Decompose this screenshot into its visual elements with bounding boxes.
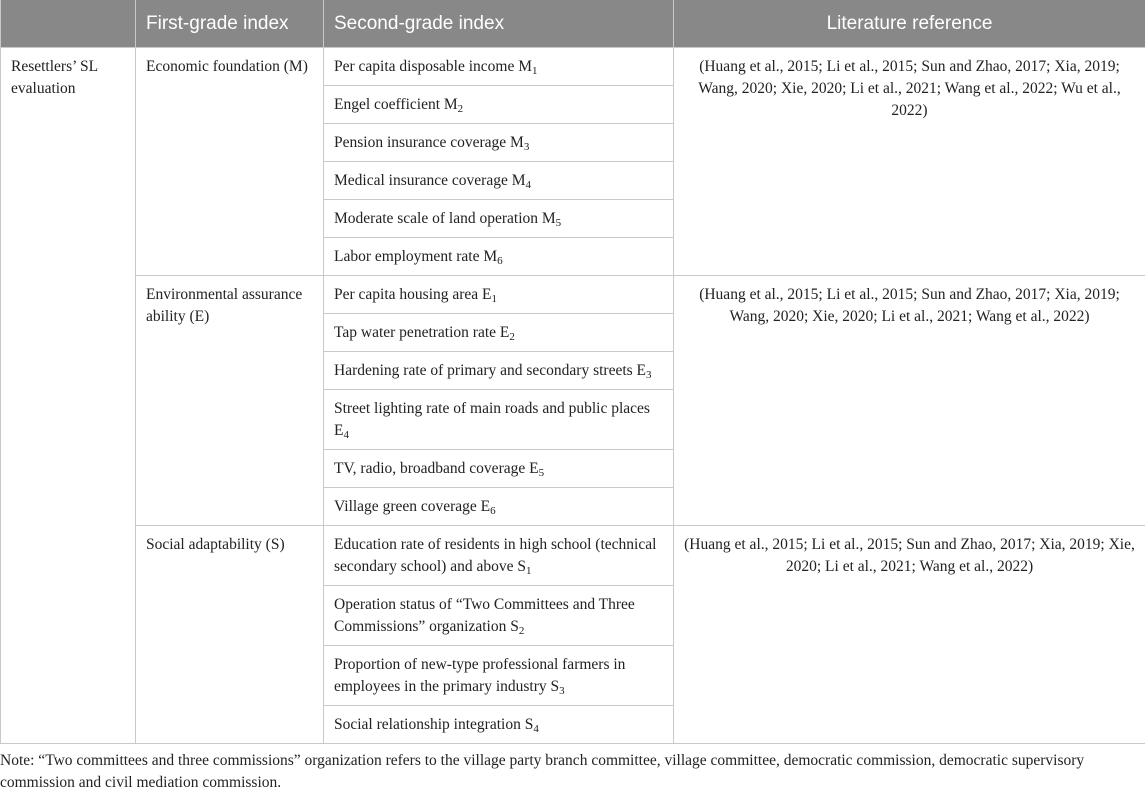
second-grade-item: Village green coverage $E_6$	[324, 488, 674, 526]
second-grade-item: Moderate scale of land operation $M_5$	[324, 200, 674, 238]
second-grade-item: Education rate of residents in high school (technical secondary school) and above $S_1$	[324, 526, 674, 586]
reference-environmental: (Huang et al., 2015; Li et al., 2015; Sun and Zhao, 2017; Xia, 2019; Wang, 2020; Xie, 2020; Li et al., 2021; Wang et al., 2022)	[674, 276, 1145, 526]
root-label: Resettlers’ SL evaluation	[1, 48, 136, 744]
second-grade-item: Social relationship integration $S_4$	[324, 706, 674, 744]
header-literature: Literature reference	[674, 0, 1145, 48]
table-row	[1, 276, 1145, 314]
second-grade-item: Per capita housing area $E_1$	[324, 276, 674, 314]
first-grade-environmental: Environmental assurance ability (E)	[136, 276, 324, 526]
header-first-grade: First-grade index	[136, 0, 324, 48]
second-grade-item: TV, radio, broadband coverage $E_5$	[324, 450, 674, 488]
header-root	[1, 0, 136, 48]
header-second-grade: Second-grade index	[324, 0, 674, 48]
second-grade-item: Operation status of “Two Committees and Three Commissions” organization $S_2$	[324, 586, 674, 646]
second-grade-item: Labor employment rate $M_6$	[324, 238, 674, 276]
second-grade-item: Tap water penetration rate $E_2$	[324, 314, 674, 352]
reference-economic: (Huang et al., 2015; Li et al., 2015; Sun and Zhao, 2017; Xia, 2019; Wang, 2020; Xie, 2020; Li et al., 2021; Wang et al., 2022; Wu et al., 2022)	[674, 48, 1145, 276]
second-grade-item: Per capita disposable income $M_1$	[324, 48, 674, 86]
reference-social: (Huang et al., 2015; Li et al., 2015; Sun and Zhao, 2017; Xia, 2019; Xie, 2020; Li et al., 2021; Wang et al., 2022)	[674, 526, 1145, 744]
second-grade-item: Pension insurance coverage $M_3$	[324, 124, 674, 162]
second-grade-item: Engel coefficient $M_2$	[324, 86, 674, 124]
header-row	[1, 0, 1145, 48]
second-grade-item: Proportion of new-type professional farmers in employees in the primary industry $S_3$	[324, 646, 674, 706]
second-grade-item: Medical insurance coverage $M_4$	[324, 162, 674, 200]
first-grade-social: Social adaptability (S)	[136, 526, 324, 744]
first-grade-economic: Economic foundation (M)	[136, 48, 324, 276]
table-note: Note: “Two committees and three commissions” organization refers to the village party branch committee, village committee, democratic commission, democratic supervisory commission and civil mediation commission.	[0, 750, 1140, 794]
table-row	[1, 526, 1145, 586]
second-grade-item: Street lighting rate of main roads and public places $E_4$	[324, 390, 674, 450]
second-grade-item: Hardening rate of primary and secondary streets $E_3$	[324, 352, 674, 390]
table-row	[1, 48, 1145, 86]
